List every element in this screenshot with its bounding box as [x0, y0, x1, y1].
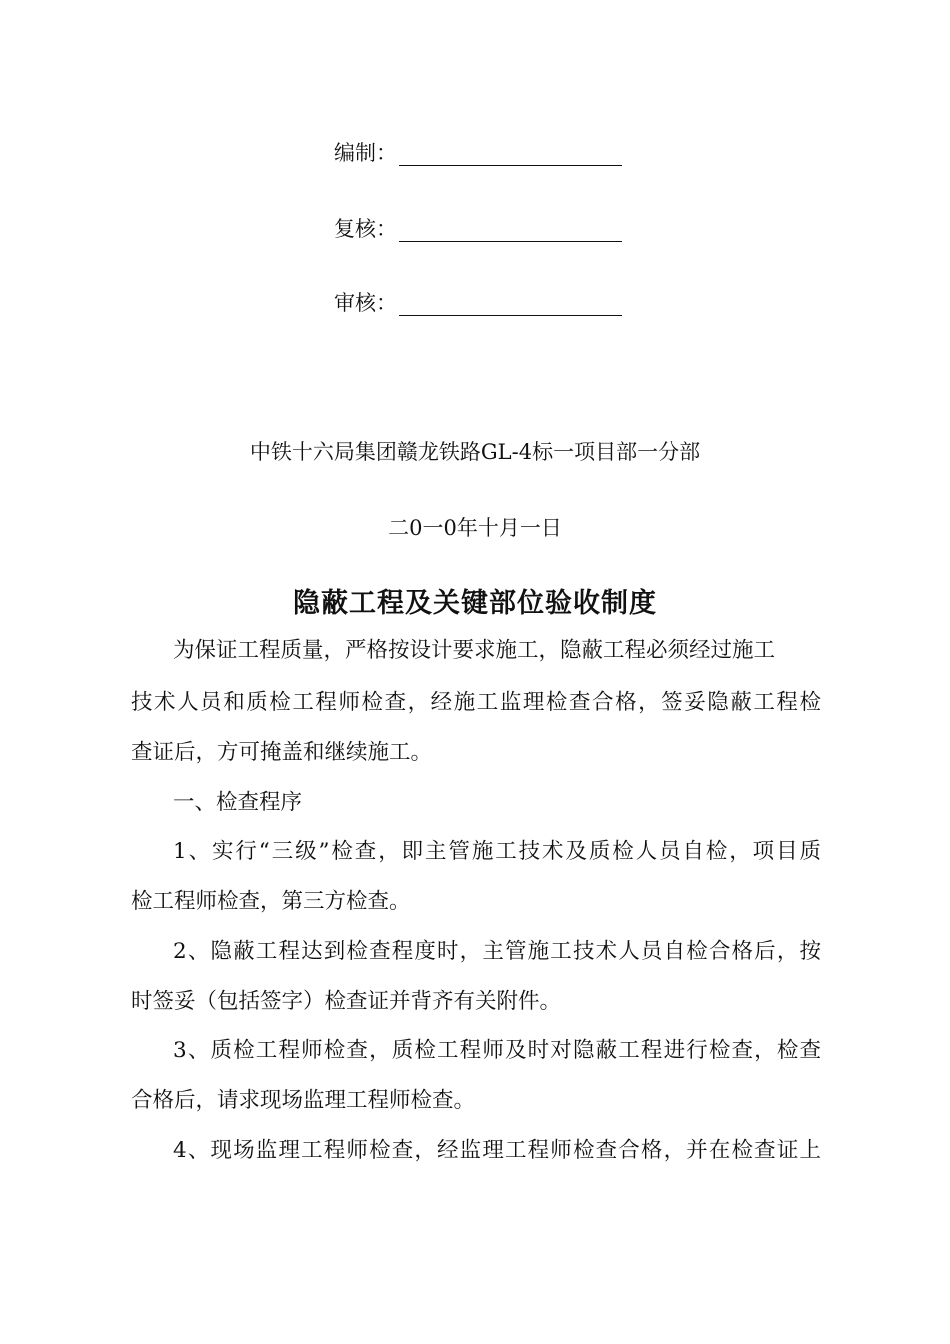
approve-signature-line — [399, 291, 622, 316]
body-line: 时签妥（包括签字）检查证并背齐有关附件。 — [131, 989, 562, 1014]
organization-name: 中铁十六局集团赣龙铁路GL-4标一项目部一分部 — [249, 440, 701, 464]
signature-row-approve — [334, 286, 622, 316]
compile-signature-line — [399, 141, 622, 166]
body-line: 3、质检工程师检查，质检工程师及时对隐蔽工程进行检查，检查 — [173, 1038, 821, 1063]
compile-label: 编制： — [334, 141, 397, 165]
document-title: 隐蔽工程及关键部位验收制度 — [293, 588, 657, 619]
body-line: 为保证工程质量，严格按设计要求施工，隐蔽工程必须经过施工 — [173, 638, 776, 663]
section-heading: 一、检查程序 — [173, 790, 303, 815]
body-line: 技术人员和质检工程师检查，经施工监理检查合格，签妥隐蔽工程检 — [131, 690, 821, 715]
document-date: 二0一0年十月一日 — [388, 516, 562, 540]
approve-label: 审核： — [334, 291, 397, 315]
body-line: 1、实行“三级”检查，即主管施工技术及质检人员自检，项目质 — [173, 839, 821, 864]
body-line: 检工程师检查，第三方检查。 — [131, 889, 411, 914]
body-line: 查证后，方可掩盖和继续施工。 — [131, 740, 433, 765]
signature-row-compile — [334, 136, 622, 166]
review-label: 复核： — [334, 217, 397, 241]
body-line: 4、现场监理工程师检查，经监理工程师检查合格，并在检查证上 — [173, 1138, 821, 1163]
body-line: 合格后，请求现场监理工程师检查。 — [131, 1088, 476, 1113]
body-line: 2、隐蔽工程达到检查程度时，主管施工技术人员自检合格后，按 — [173, 939, 821, 964]
review-signature-line — [399, 217, 622, 242]
signature-row-review — [334, 212, 622, 242]
